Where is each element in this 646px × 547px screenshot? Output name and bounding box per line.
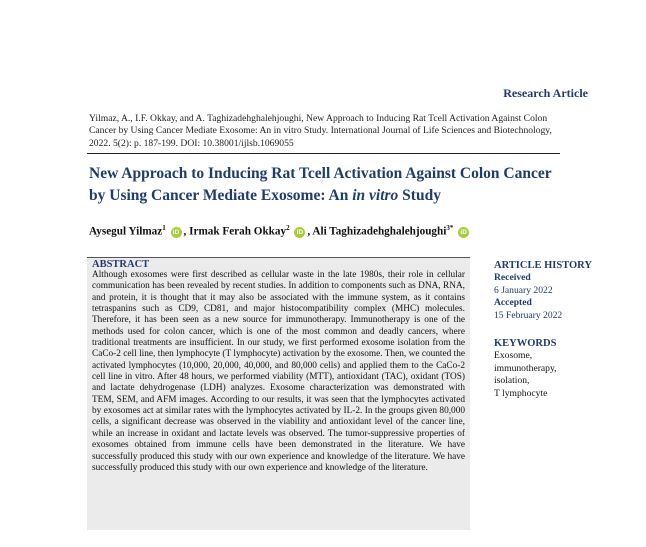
abstract-body: Although exosomes were first described as cellular waste in the late 1980s, their role in cellular communication has been revealed by recent studies. In addition to components such as DNA, RNA, and protein, it is thought that it may also be associated with the immune system, as it contains tetraspanins such as CD9, CD81, and major histocompatibility complex (MHC) molecules. Therefore, it has been seen as a new source for immunotherapy. Immunotherapy is one of the methods used for colon cancer, which is one of the most common and deadly cancers, where traditional treatments are insufficient. In our study, we first performed exosome isolation from the CaCo-2 cell line, then lymphocyte (T lymphocyte) activation by the exosome. Then, we counted the activated lymphocytes (10,000, 20,000, 40,000, and 80,000 cells) and applied them to the CaCo-2 cell line in vitro. After 48 hours, we performed viability (MTT), antioxidant (TAC), oxidant (TOS) and lactate dehydrogenase (LDH) analyzes. Exosome characterization was demonstrated with TEM, SEM, and AFM images. According to our results, it was seen that the lymphocytes activated by exosomes act at similar rates with the lymphocytes activated by IL-2. In the groups given 80,000 cells, a significant decrease was observed in the viability and antioxidant level of the cancer line, while an increase in oxidant and lactate levels was observed. The tumor-suppressive properties of exosomes obtained from immune cells have been demonstrated in the literature. We have successfully produced this study with our own experience and knowledge of the literature. We have successfully produced this study with our own experience and knowledge of the literature. bbox=[92, 270, 465, 473]
author-affiliation: 1 bbox=[162, 224, 166, 232]
citation-text: Yilmaz, A., I.F. Okkay, and A. Taghizadehghalehjoughi, New Approach to Inducing Rat Tcell Activation Against Colon Cancer by Using Cancer Mediate Exosome: An in vitro Study. International Journal of Life Sciences and Biotechnology, 2022. 5(2): p. 187-199. DOI: 10.38001/ijlsb.1069055 bbox=[89, 113, 552, 149]
author-affiliation: 2 bbox=[286, 224, 290, 232]
author-affiliation: 3* bbox=[446, 224, 454, 232]
keywords-heading: KEYWORDS bbox=[494, 338, 557, 349]
keyword-item: Exosome, bbox=[494, 350, 533, 362]
orcid-icon[interactable]: iD bbox=[294, 227, 305, 238]
orcid-icon[interactable]: iD bbox=[171, 227, 182, 238]
received-date: 6 January 2022 bbox=[494, 284, 553, 296]
abstract-heading: ABSTRACT bbox=[92, 259, 150, 270]
keyword-item: T lymphocyte bbox=[494, 387, 548, 399]
paper-title bbox=[89, 163, 559, 207]
author-name: Irmak Ferah Okkay bbox=[189, 225, 287, 238]
keyword-item: immunotherapy, bbox=[494, 362, 557, 374]
orcid-icon[interactable]: iD bbox=[458, 227, 469, 238]
author-name: Aysegul Yilmaz bbox=[89, 225, 163, 238]
received-label: Received bbox=[494, 272, 531, 284]
accepted-label: Accepted bbox=[494, 297, 532, 309]
title-main: New Approach to Inducing Rat Tcell Activation Against Colon Cancer by Using Cancer Mediate Exosome: An bbox=[89, 165, 552, 204]
article-history-heading: ARTICLE HISTORY bbox=[494, 260, 592, 271]
title-end: Study bbox=[398, 187, 441, 204]
keywords bbox=[494, 338, 614, 400]
title-italic: in vitro bbox=[352, 187, 399, 204]
header-divider bbox=[87, 153, 560, 154]
article-history bbox=[494, 260, 614, 322]
author-name: Ali Taghizadehghalehjoughi bbox=[312, 225, 447, 238]
author-list bbox=[89, 224, 569, 238]
article-type-label: Research Article bbox=[503, 86, 588, 100]
keyword-item: isolation, bbox=[494, 375, 530, 387]
accepted-date: 15 February 2022 bbox=[494, 309, 563, 321]
author-separator: , bbox=[183, 225, 190, 238]
author-separator: , bbox=[307, 225, 313, 238]
